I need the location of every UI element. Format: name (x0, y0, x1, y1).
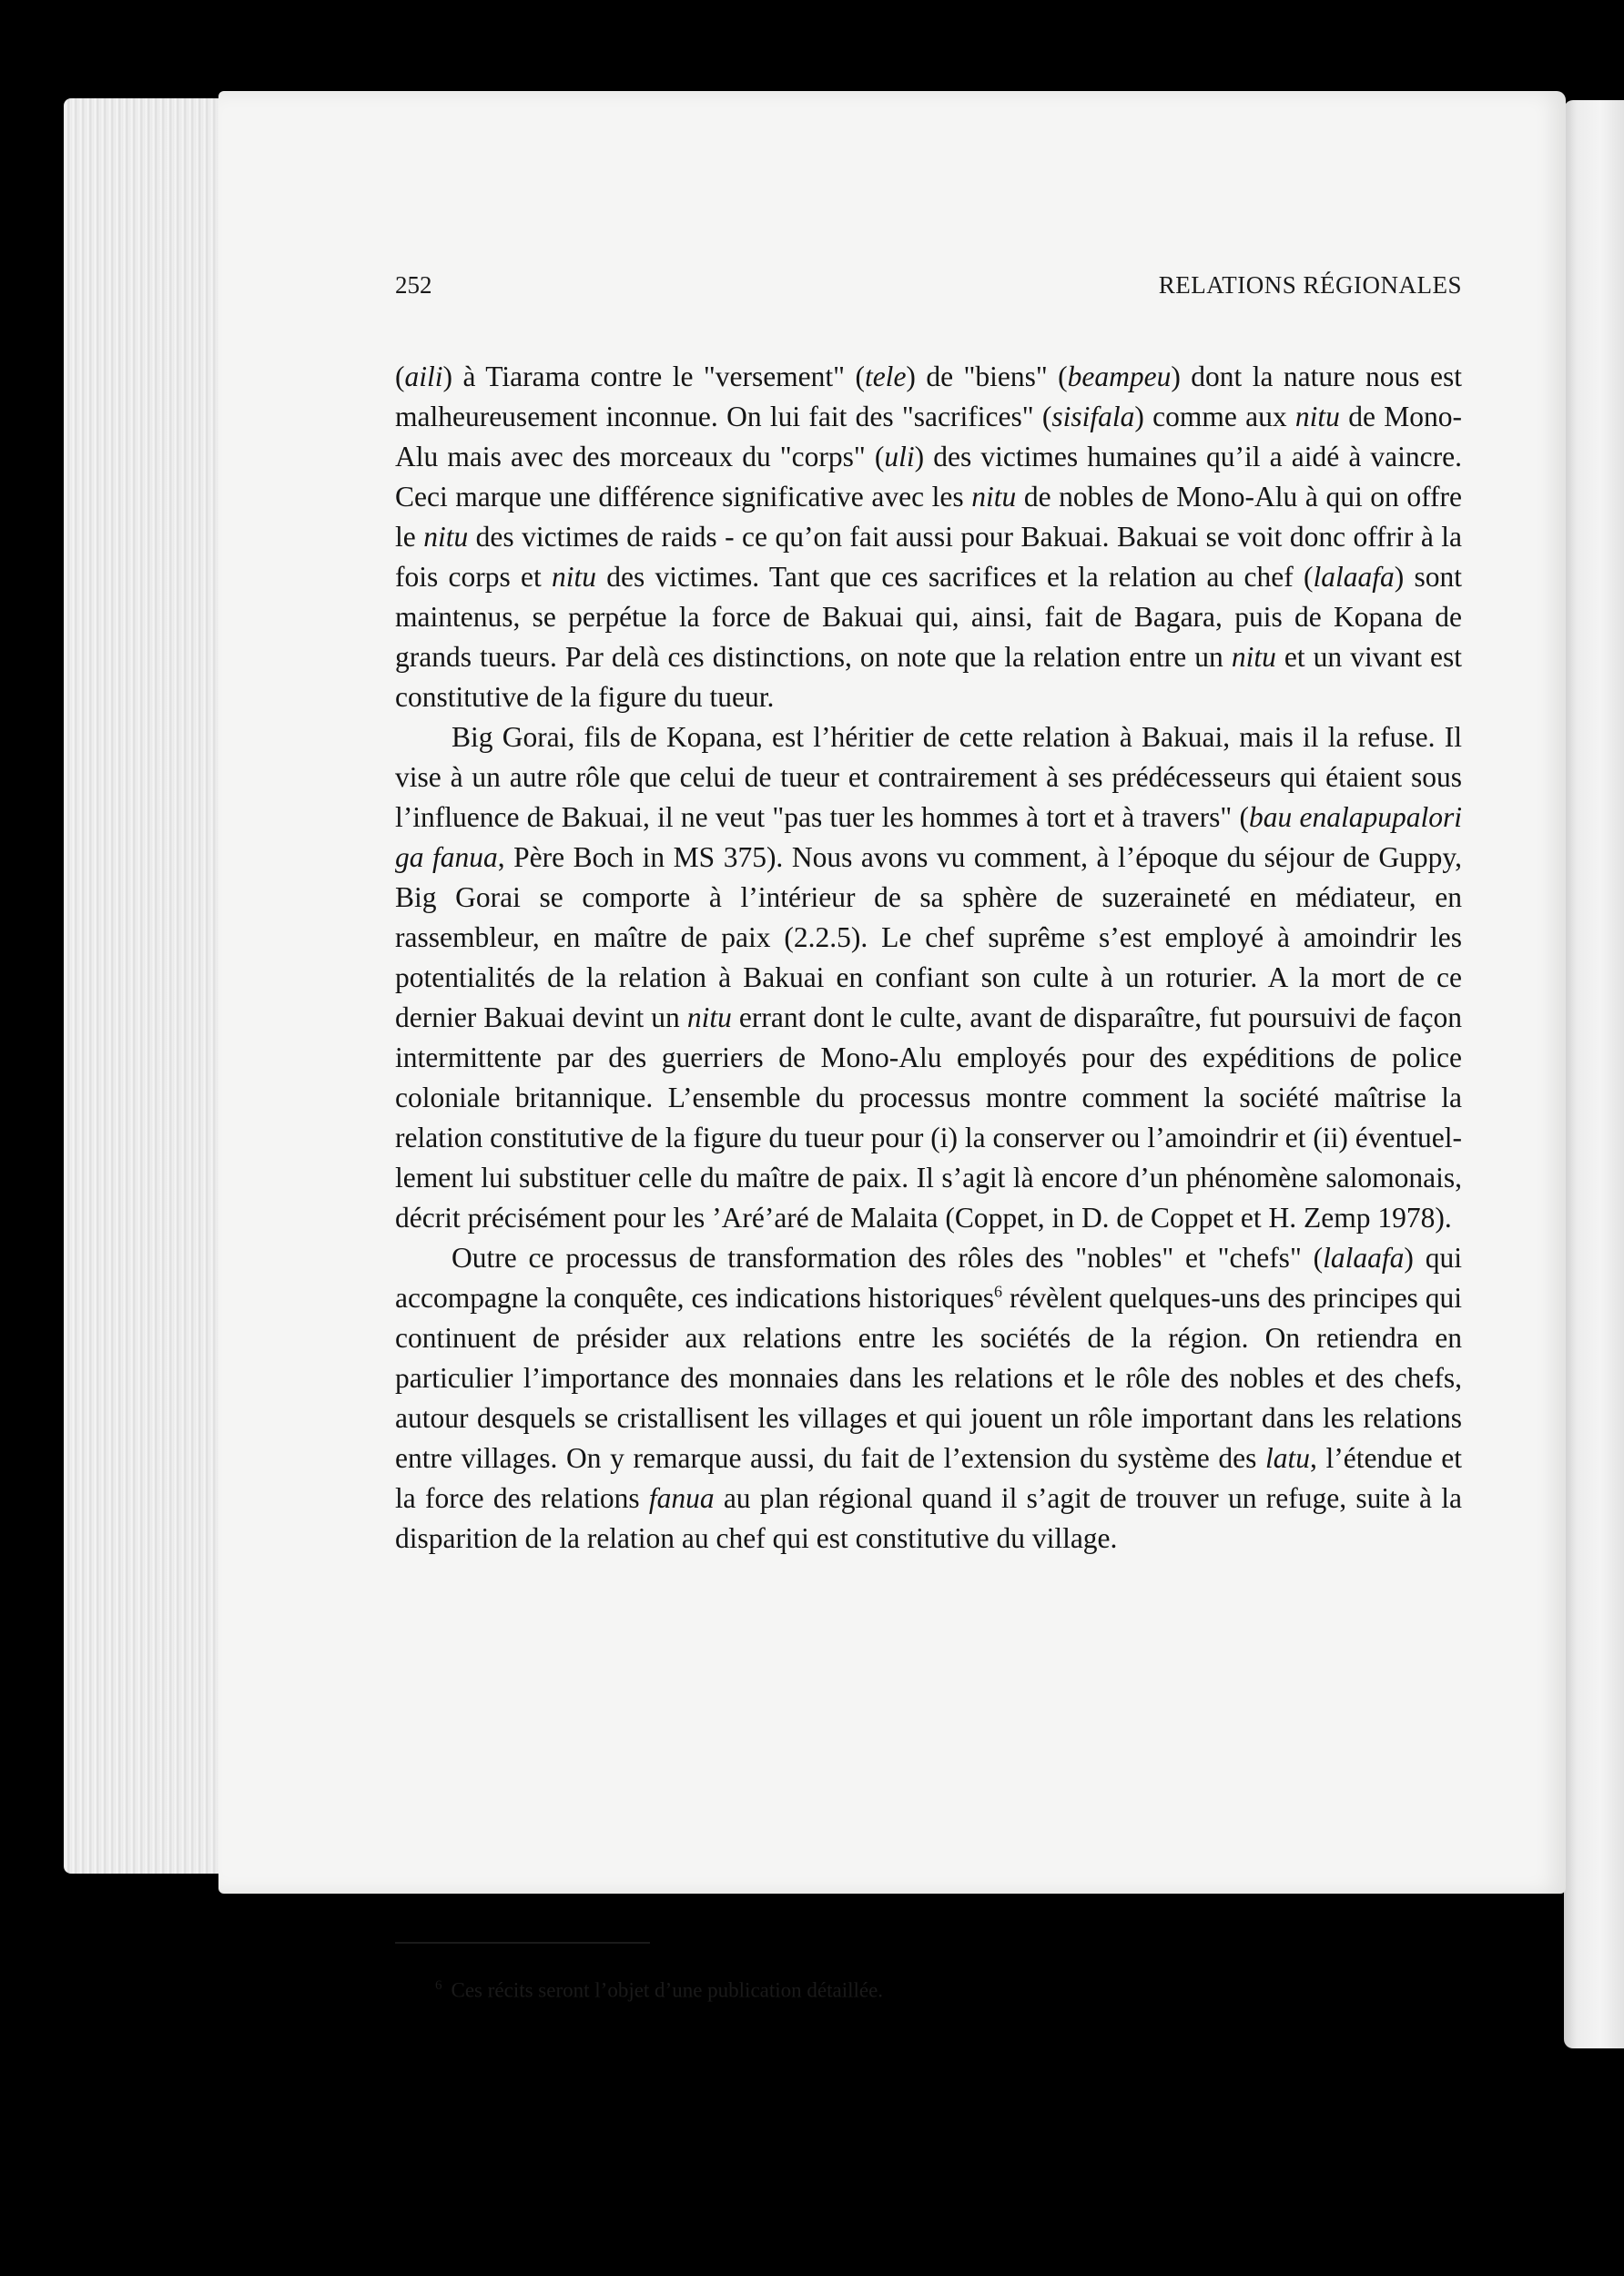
text-run: de nobles de Mono-Alu à qui on offre le (395, 481, 1462, 553)
body-text (395, 357, 1462, 1559)
text-run: des victimes de raids - ce qu’on fait aussi pour Bakuai. Bakuai se voit donc offrir à la fois corps et (395, 521, 1462, 593)
book-page-edges (64, 98, 237, 1874)
italic-term: latu (1264, 1442, 1310, 1474)
text-run: ) de "biens" ( (906, 361, 1068, 392)
text-run: et un vivant est constitutive de la figure du tueur. (395, 641, 1462, 713)
paragraph (395, 1238, 1462, 1559)
text-run: ) qui accompagne la conquête, ces indications historiques (395, 1242, 1462, 1314)
italic-term: lalaafa (1323, 1242, 1405, 1274)
text-run: ) dont la nature nous est malheureusement inconnue. On lui fait des "sacrifices" ( (395, 361, 1462, 432)
italic-term: lalaafa (1313, 561, 1395, 593)
text-run: ) des victimes humaines qu’il a aidé à vaincre. Ceci marque une différence significative avec les (395, 441, 1462, 513)
italic-term: fanua (648, 1482, 715, 1514)
italic-term: tele (864, 361, 907, 392)
text-run: Big Gorai, fils de Kopana, est l’héritier de cette relation à Bakuai, mais il la refuse. Il vise à un autre rôle que celui de tueur et contrairement à ses prédécesseurs qui étaient sous l’influence de Bakuai, il ne veut "pas tuer les hommes à tort et à travers" ( (395, 721, 1462, 833)
text-run: de Mono-Alu mais avec des morceaux du "corps" ( (395, 401, 1462, 472)
text-run: ) sont maintenus, se perpétue la force de Bakuai qui, ainsi, fait de Bagara, puis de Kopana de grands tueurs. Par delà ces distinctions, on note que la relation entre un (395, 561, 1462, 673)
text-run: des victimes. Tant que ces sacrifices et la relation au chef ( (596, 561, 1314, 593)
text-run: , l’étendue et la force des relations (395, 1442, 1463, 1514)
italic-term: nitu (1294, 401, 1340, 432)
paragraph (395, 357, 1462, 717)
section-title: RELATIONS RÉGIONALES (1158, 271, 1462, 299)
italic-term: nitu (686, 1001, 732, 1033)
italic-term: uli (884, 441, 915, 472)
text-run: ( (395, 361, 405, 392)
page-number: 252 (395, 271, 432, 299)
footnote-number: 6 (435, 1978, 442, 1993)
italic-term: sisifala (1051, 401, 1135, 432)
italic-term: bau enalapupalori ga fanua (395, 801, 1462, 873)
text-run: révèlent quelques-uns des principes qui continuent de présider aux relations entre les sociétés de la région. On retiendra en particulier l’importance des monnaies dans les relations et le rôle des nobles et des chefs, autour desquels se cristallisent les villages et qui jouent un rôle important dans les relations entre villages. On y remarque aussi, du fait de l’extension du système des (395, 1282, 1462, 1474)
italic-term: aili (404, 361, 443, 392)
italic-term: beampeu (1067, 361, 1172, 392)
text-run: ) à Tiarama contre le "versement" ( (442, 361, 865, 392)
text-run: ) comme aux (1134, 401, 1295, 432)
italic-term: nitu (1231, 641, 1276, 673)
text-run: au plan régional quand il s’agit de trouver un refuge, suite à la disparition de la relation au chef qui est constitutive du village. (395, 1482, 1462, 1554)
facing-page-edge (1564, 100, 1624, 2048)
footnote-reference: 6 (994, 1282, 1003, 1301)
text-run: , Père Boch in MS 375). Nous avons vu comment, à l’époque du séjour de Guppy, Big Gorai se comporte à l’intérieur de sa sphère de suzeraineté en médiateur, en rassembleur, en maître de paix (2.2.5). Le chef suprême s’est employé à amoindrir les potentialités de la relation à Bakuai en confiant son culte à un roturier. A la mort de ce dernier Bakuai devint un (395, 841, 1462, 1033)
paragraph (395, 717, 1462, 1238)
footnote (395, 1972, 1462, 2005)
text-run: errant dont le culte, avant de disparaître, fut poursuivi de façon intermittente par des guerriers de Mono-Alu employés pour des expéditions de police coloniale britannique. L’ensemble du processus montre comment la société maîtrise la relation constitutive de la figure du tueur pour (i) la conserver ou l’amoindrir et (ii) éventuellement lui substituer celle du maître de paix. Il s’agit là encore d’un phénomène salomonais, décrit précisément pour les ’Aré’aré de Malaita (Coppet, in D. de Coppet et H. Zemp 1978). (395, 1001, 1463, 1234)
footnote-text: Ces récits seront l’objet d’une publication détaillée. (451, 1978, 884, 2002)
running-header (395, 271, 1462, 311)
text-run: Outre ce processus de transformation des rôles des "nobles" et "chefs" ( (452, 1242, 1324, 1274)
italic-term: nitu (423, 521, 469, 553)
italic-term: nitu (552, 561, 597, 593)
italic-term: nitu (971, 481, 1017, 513)
footnote-divider (395, 1942, 650, 1944)
